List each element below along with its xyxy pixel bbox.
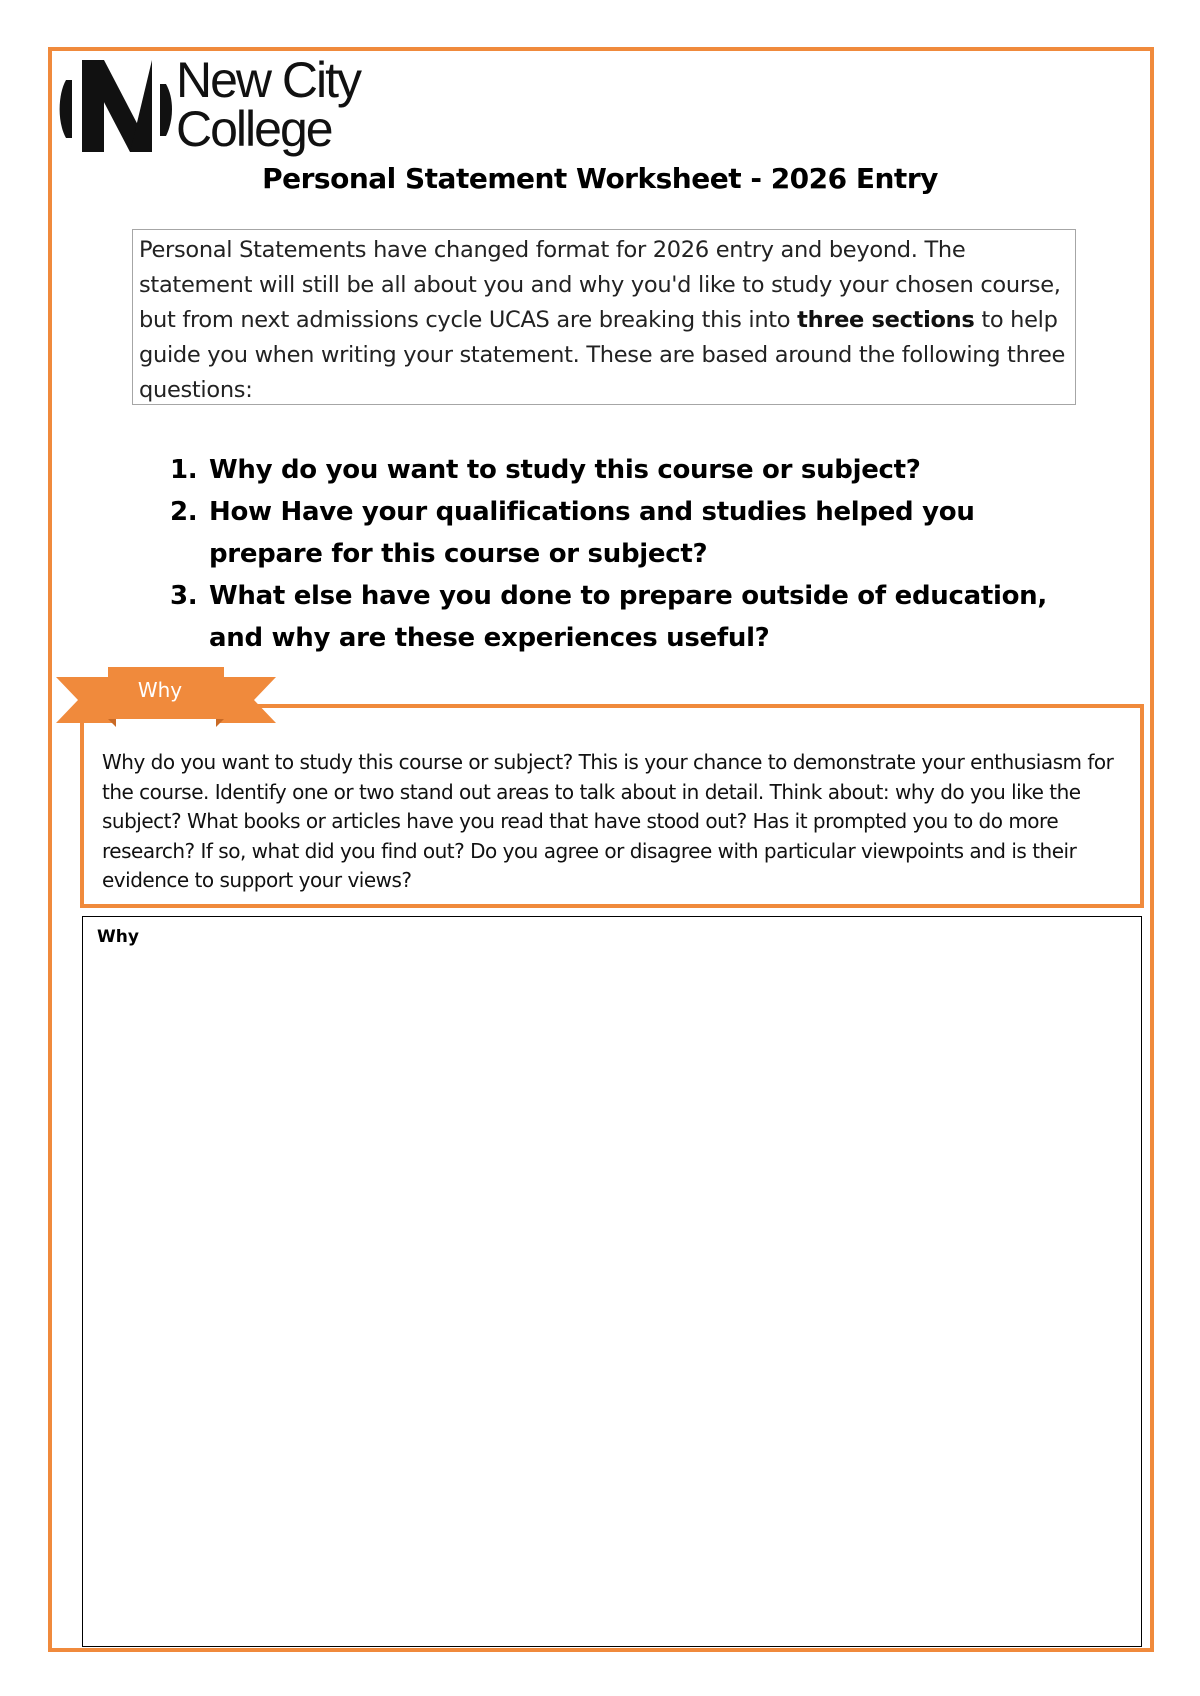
brand-name-line2: College bbox=[176, 101, 332, 157]
intro-text-bold: three sections bbox=[797, 307, 975, 333]
question-item bbox=[170, 449, 1090, 491]
question-number: 3. bbox=[170, 581, 198, 611]
guidance-box bbox=[80, 704, 1144, 908]
intro-text-part2: to help guide you when writing your statement. These are based around the following three questions: bbox=[139, 307, 1066, 403]
page-title: Personal Statement Worksheet - 2026 Entry bbox=[262, 162, 938, 195]
brand-name-line1: New City bbox=[176, 52, 361, 108]
questions-list bbox=[170, 449, 1090, 659]
question-text: Why do you want to study this course or subject? bbox=[209, 455, 921, 485]
intro-text-part1: Personal Statements have changed format for 2026 entry and beyond. The statement will still be all about you and why you'd like to study your chosen course, but from next admissions cycle UCAS are breaking this into bbox=[139, 237, 1061, 333]
question-item bbox=[170, 491, 1090, 575]
ribbon-label: Why bbox=[137, 678, 183, 702]
question-item bbox=[170, 575, 1090, 659]
question-number: 1. bbox=[170, 455, 198, 485]
guidance-text: Why do you want to study this course or subject? This is your chance to demonstrate your enthusiasm for the course. Identify one or two stand out areas to talk about in detail. Think about: why do you like the subject? What books or articles have you read that have stood out? Has it prompted you to do more research? If so, what did you find out? Do you agree or disagree with particular viewpoints and is their evidence to support your views? bbox=[102, 750, 1114, 892]
brand-name bbox=[176, 52, 361, 157]
answer-box[interactable] bbox=[82, 916, 1142, 1647]
question-text: What else have you done to prepare outside of education, and why are these experiences useful? bbox=[209, 581, 1047, 653]
answer-label: Why bbox=[97, 927, 139, 947]
question-text: How Have your qualifications and studies helped you prepare for this course or subject? bbox=[209, 497, 975, 569]
intro-box bbox=[132, 229, 1076, 405]
question-number: 2. bbox=[170, 497, 198, 527]
